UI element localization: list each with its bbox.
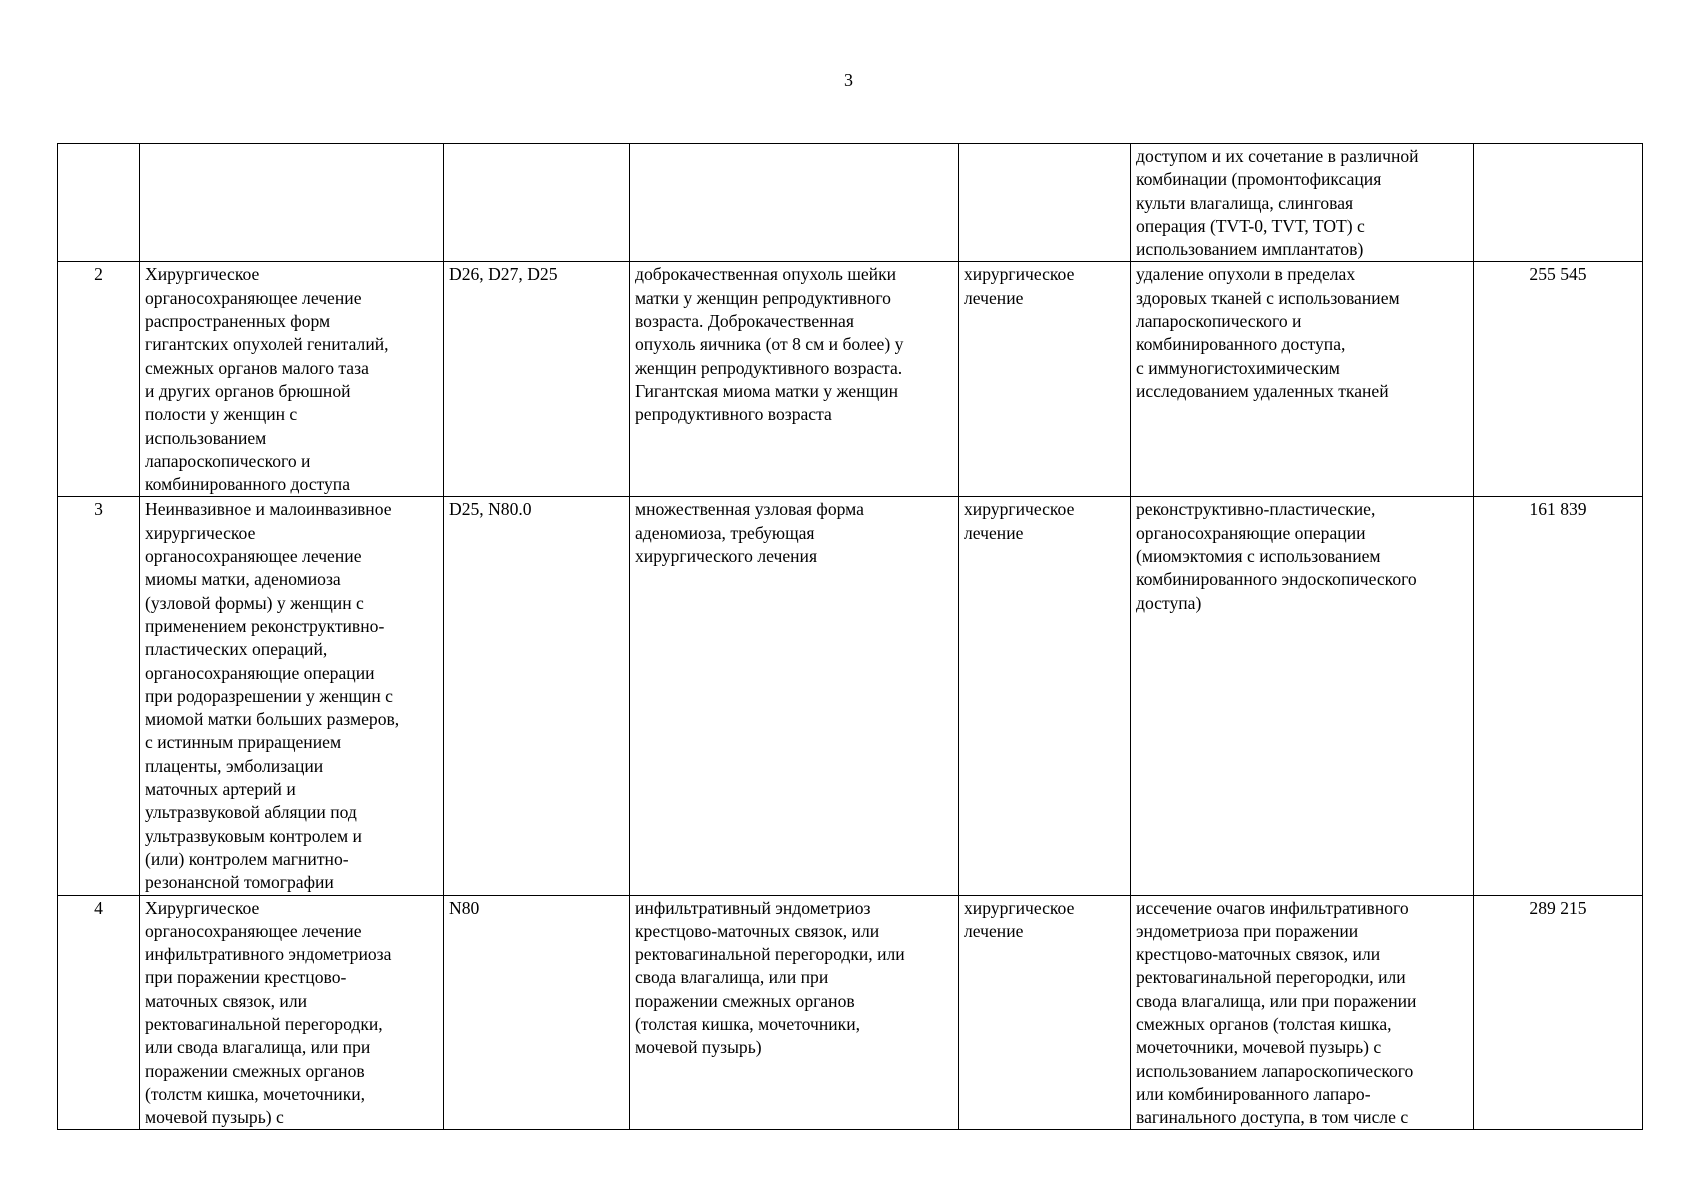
- page-number: 3: [844, 70, 853, 90]
- treatment-type-cell: [959, 144, 1131, 262]
- medical-care-table: [57, 143, 1643, 1130]
- care-type-cell: Неинвазивное и малоинвазивное хирургическое органосохраняющее лечение миомы матки, аденомиоза (узловой формы) у женщин с применением реконструктивно- пластических операций, органосохраняющие операции при родоразрешении у женщин с миомой матки больших размеров, с истинным приращением плаценты, эмболизации маточных артерий и ультразвуковой абляции под ультразвуковым контролем и (или) контролем магнитно- резонансной томографии: [140, 497, 444, 895]
- row-number-cell: 3: [58, 497, 140, 895]
- patient-model-cell: инфильтративный эндометриоз крестцово-маточных связок, или ректовагинальной перегородки, или свода влагалища, или при поражении смежных органов (толстая кишка, мочеточники, мочевой пузырь): [630, 895, 959, 1130]
- treatment-method-cell: доступом и их сочетание в различной комбинации (промонтофиксация культи влагалища, слинговая операция (TVT-0, TVT, TOT) с использованием имплантатов): [1131, 144, 1474, 262]
- cost-cell: 161 839: [1474, 497, 1643, 895]
- treatment-type-cell: хирургическое лечение: [959, 497, 1131, 895]
- row-number-cell: 2: [58, 262, 140, 497]
- treatment-type-cell: хирургическое лечение: [959, 262, 1131, 497]
- patient-model-cell: [630, 144, 959, 262]
- icd-codes-cell: [444, 144, 630, 262]
- icd-codes-cell: D26, D27, D25: [444, 262, 630, 497]
- row-number-cell: [58, 144, 140, 262]
- table-row: [58, 895, 1643, 1130]
- patient-model-cell: доброкачественная опухоль шейки матки у женщин репродуктивного возраста. Доброкачественная опухоль яичника (от 8 см и более) у женщин репродуктивного возраста. Гигантская миома матки у женщин репродуктивного возраста: [630, 262, 959, 497]
- cost-cell: [1474, 144, 1643, 262]
- care-type-cell: [140, 144, 444, 262]
- table-row: [58, 262, 1643, 497]
- care-type-cell: Хирургическое органосохраняющее лечение инфильтративного эндометриоза при поражении крестцово- маточных связок, или ректовагинальной перегородки, или свода влагалища, или при поражении смежных органов (толстм кишка, мочеточники, мочевой пузырь) с: [140, 895, 444, 1130]
- table-row: [58, 497, 1643, 895]
- table-row: [58, 144, 1643, 262]
- row-number-cell: 4: [58, 895, 140, 1130]
- treatment-method-cell: иссечение очагов инфильтративного эндометриоза при поражении крестцово-маточных связок, или ректовагинальной перегородки, или свода влагалища, или при поражении смежных органов (толстая кишка, мочеточники, мочевой пузырь) с использованием лапароскопического или комбинированного лапаро- вагинального доступа, в том числе с: [1131, 895, 1474, 1130]
- treatment-method-cell: реконструктивно-пластические, органосохраняющие операции (миомэктомия с использованием комбинированного эндоскопического доступа): [1131, 497, 1474, 895]
- treatment-method-cell: удаление опухоли в пределах здоровых тканей с использованием лапароскопического и комбинированного доступа, с иммуногистохимическим исследованием удаленных тканей: [1131, 262, 1474, 497]
- treatment-type-cell: хирургическое лечение: [959, 895, 1131, 1130]
- icd-codes-cell: D25, N80.0: [444, 497, 630, 895]
- care-type-cell: Хирургическое органосохраняющее лечение распространенных форм гигантских опухолей гениталий, смежных органов малого таза и других органов брюшной полости у женщин с использованием лапароскопического и комбинированного доступа: [140, 262, 444, 497]
- cost-cell: 289 215: [1474, 895, 1643, 1130]
- cost-cell: 255 545: [1474, 262, 1643, 497]
- icd-codes-cell: N80: [444, 895, 630, 1130]
- patient-model-cell: множественная узловая форма аденомиоза, требующая хирургического лечения: [630, 497, 959, 895]
